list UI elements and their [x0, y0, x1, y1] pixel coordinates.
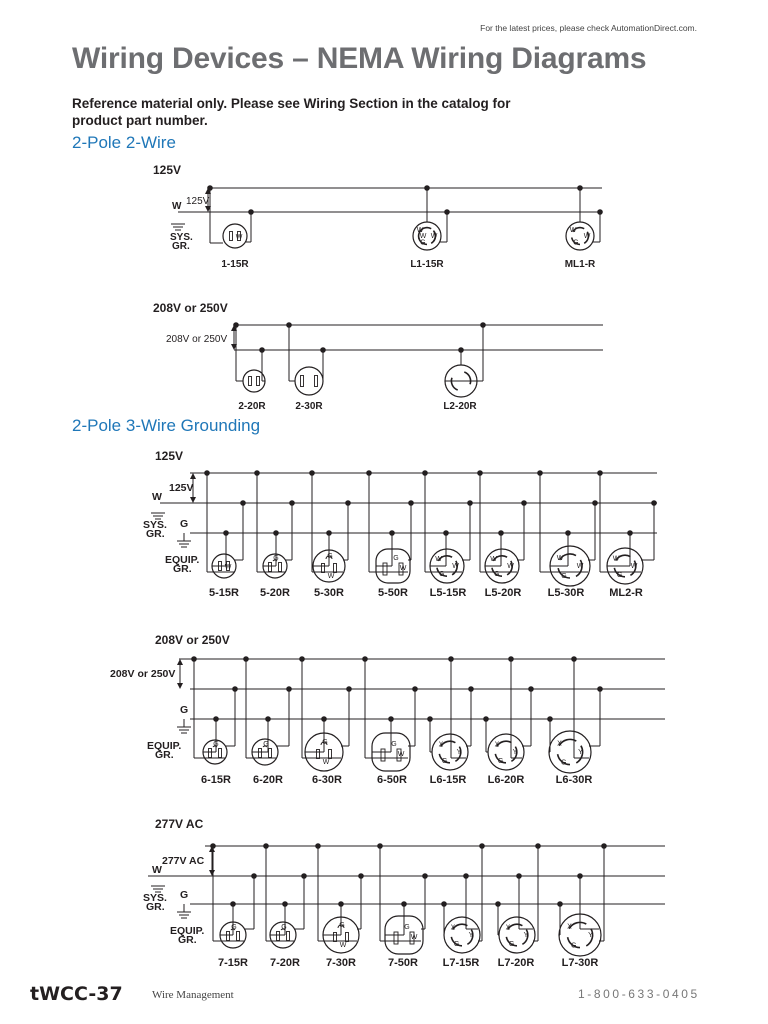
receptacle-face: [223, 224, 247, 248]
terminal-letter: Y: [468, 932, 474, 939]
left-label-w: W: [152, 491, 162, 503]
blade-slot: [279, 563, 282, 572]
receptacle-label: L5-30R: [547, 587, 585, 599]
receptacle-label: 7-20R: [270, 957, 300, 969]
terminal-letter: G: [231, 924, 237, 931]
blade-slot: [287, 932, 290, 941]
receptacle-label: L7-15R: [442, 957, 480, 969]
terminal-letter: W: [399, 565, 407, 572]
blade-slot: [230, 232, 233, 241]
ground-symbol: [177, 727, 191, 733]
receptacle-label: L7-20R: [497, 957, 535, 969]
terminal-letter: G: [420, 239, 426, 247]
terminal-letter: W: [327, 573, 335, 580]
terminal-letter: W: [410, 934, 418, 941]
receptacle-face: [444, 917, 480, 953]
receptacle-body: [549, 731, 591, 773]
receptacle-body: [488, 734, 524, 770]
terminal-letter: G: [213, 741, 219, 748]
blade-slot: [259, 749, 262, 758]
terminal-letter: G: [508, 940, 515, 948]
terminal-letter: G: [273, 555, 279, 562]
blade-slot: [315, 376, 318, 387]
blade-slot: [329, 750, 332, 759]
blade-slot: [346, 933, 349, 942]
left-label-g: G: [180, 889, 189, 901]
blade-slot: [209, 749, 212, 758]
receptacle-label: L6-30R: [555, 774, 593, 786]
ground-symbol: [171, 224, 185, 230]
left-label-w: W: [152, 864, 162, 876]
header-note: For the latest prices, please check AutomationDirect.com.: [480, 23, 697, 33]
arrow-head: [177, 659, 183, 665]
left-label-sys: SYS.: [143, 519, 167, 531]
terminal-letter: G: [561, 573, 567, 580]
receptacle-label: L1-15R: [410, 259, 444, 270]
terminal-letter: X: [450, 924, 456, 932]
terminal-letter: W: [435, 555, 442, 563]
terminal-letter: G: [573, 239, 579, 247]
section-title-2-pole-3-wire: 2-Pole 3-Wire Grounding: [72, 416, 261, 435]
terminal-letter: X: [557, 740, 562, 748]
terminal-letter: Y: [578, 749, 583, 756]
terminal-letter: W: [576, 563, 584, 570]
terminal-letter: Y: [456, 749, 462, 756]
blade-slot: [269, 563, 272, 572]
receptacle-label: L7-30R: [561, 957, 599, 969]
left-label-gr: GR.: [146, 528, 165, 540]
terminal-letter: G: [281, 924, 287, 931]
section-title-2-pole-2-wire: 2-Pole 2-Wire: [72, 133, 176, 152]
blade-slot: [322, 564, 325, 573]
receptacle-body: [295, 367, 323, 395]
blade-slot: [249, 377, 252, 386]
left-label-gr: GR.: [178, 934, 197, 946]
left-label-g: G: [180, 518, 189, 530]
arrow-voltage-label: 125V: [186, 196, 210, 207]
receptacle-label: 5-20R: [260, 587, 290, 599]
left-label-sys: SYS.: [170, 232, 193, 243]
terminal-letter: W: [416, 226, 424, 234]
blade-slot: [237, 932, 240, 941]
arrow-head: [177, 683, 183, 689]
group-250v-2wire: [153, 301, 603, 412]
footer-page-code: tWCC-37: [30, 983, 123, 1005]
page-title: Wiring Devices – NEMA Wiring Diagrams: [72, 42, 647, 75]
blade-slot: [394, 932, 398, 944]
receptacle-label: 2-30R: [295, 401, 323, 412]
receptacle-face: [295, 367, 323, 395]
receptacle-body: [444, 917, 480, 953]
group-voltage-label: 125V: [153, 163, 182, 177]
left-label-gr: GR.: [172, 241, 190, 252]
terminal-letter: Y: [523, 932, 529, 939]
terminal-letter: W: [419, 233, 427, 240]
receptacle-label: ML2-R: [609, 587, 643, 599]
group-125v-3wire: [143, 449, 657, 599]
receptacle-body: [499, 917, 535, 953]
terminal-letter: G: [327, 553, 333, 560]
receptacle-face: [566, 222, 594, 250]
terminal-letter: X: [494, 741, 500, 749]
receptacle-label: 5-30R: [314, 587, 344, 599]
left-label-gr: GR.: [173, 563, 192, 575]
terminal-letter: W: [569, 226, 577, 234]
terminal-letter: Y: [512, 749, 518, 756]
terminal-letter: W: [612, 555, 620, 563]
blade-slot: [227, 932, 230, 941]
intro-line-1: Reference material only. Please see Wiring Section in the catalog for: [72, 96, 511, 111]
terminal-letter: G: [322, 739, 328, 746]
voltage-arrow: [177, 659, 183, 689]
receptacle-label: 6-50R: [377, 774, 407, 786]
terminal-letter: G: [441, 757, 448, 765]
intro-line-2: product part number.: [72, 113, 208, 128]
terminal-letter: W: [452, 563, 459, 570]
terminal-letter: G: [391, 741, 397, 748]
left-label-equip: EQUIP.: [147, 740, 182, 752]
ground-symbol: [177, 541, 191, 547]
terminal-letter: G: [263, 741, 269, 748]
terminal-letter: W: [322, 759, 330, 766]
blade-slot: [383, 563, 387, 575]
voltage-arrow: [209, 846, 215, 876]
terminal-letter: W: [507, 563, 514, 570]
blade-slot: [277, 932, 280, 941]
receptacle-body: [432, 734, 468, 770]
terminal-letter: G: [494, 571, 500, 579]
locking-slot: [464, 372, 470, 384]
terminal-letter: G: [453, 940, 460, 948]
left-label-sys: SYS.: [143, 892, 167, 904]
locking-slot: [451, 378, 457, 390]
arrow-voltage-label: 208V or 250V: [110, 668, 176, 680]
left-label-equip: EQUIP.: [165, 554, 200, 566]
footer-phone: 1-800-633-0405: [578, 987, 700, 1001]
blade-slot: [301, 376, 304, 387]
group-voltage-label: 277V AC: [155, 817, 204, 831]
terminal-letter: X: [505, 924, 511, 932]
terminal-letter: G: [404, 924, 410, 931]
group-250v-3wire: [110, 633, 665, 786]
terminal-letter: X: [438, 741, 444, 749]
terminal-letter: Y: [588, 932, 593, 939]
terminal-letter: G: [393, 555, 399, 562]
receptacle-label: 2-20R: [238, 401, 266, 412]
receptacle-face: [413, 222, 441, 250]
blade-slot: [334, 564, 337, 573]
blade-slot: [317, 750, 320, 759]
receptacle-label: 6-20R: [253, 774, 283, 786]
left-label-g: G: [180, 704, 189, 716]
receptacle-label: 6-15R: [201, 774, 231, 786]
arrow-head: [190, 497, 196, 503]
terminal-letter: G: [616, 571, 623, 579]
receptacle-label: 7-50R: [388, 957, 418, 969]
terminal-letter: G: [570, 942, 577, 950]
arrow-voltage-label: 277V AC: [162, 855, 205, 867]
terminal-letter: G: [439, 571, 445, 579]
terminal-letter: X: [567, 923, 572, 931]
receptacle-face: [549, 731, 591, 773]
receptacle-face: [432, 734, 468, 770]
blade-slot: [219, 749, 222, 758]
terminal-letter: W: [630, 563, 638, 570]
footer-category: Wire Management: [152, 989, 234, 1001]
left-label-equip: EQUIP.: [170, 925, 205, 937]
arrow-voltage-label: 125V: [169, 482, 194, 494]
receptacle-label: 7-15R: [218, 957, 248, 969]
blade-slot: [257, 377, 260, 386]
receptacle-label: 5-15R: [209, 587, 239, 599]
left-label-gr: GR.: [146, 901, 165, 913]
receptacle-label: L5-15R: [429, 587, 467, 599]
terminal-letter: W: [490, 555, 497, 563]
arrow-voltage-label: 208V or 250V: [166, 334, 228, 345]
left-label-gr: GR.: [155, 749, 174, 761]
receptacle-label: 7-30R: [326, 957, 356, 969]
terminal-letter: W: [556, 555, 564, 562]
receptacle-face: [488, 734, 524, 770]
arrow-head: [209, 870, 215, 876]
terminal-letter: G: [560, 759, 567, 767]
receptacle-label: ML1-R: [564, 259, 596, 270]
terminal-letter: W: [339, 942, 347, 949]
terminal-letter: W: [430, 233, 438, 240]
blade-slot: [334, 933, 337, 942]
receptacle-label: L5-20R: [484, 587, 522, 599]
group-voltage-label: 208V or 250V: [153, 301, 228, 315]
group-277v-3wire: [143, 817, 665, 969]
group-voltage-label: 208V or 250V: [155, 633, 230, 647]
arrow-head: [190, 473, 196, 479]
receptacle-label: 6-30R: [312, 774, 342, 786]
group-125v-2wire: [153, 163, 603, 270]
left-label-w: W: [172, 201, 182, 212]
terminal-letter: W: [583, 233, 591, 240]
receptacle-label: L6-20R: [487, 774, 525, 786]
ground-symbol: [177, 912, 191, 918]
terminal-letter: W: [397, 751, 405, 758]
terminal-letter: W: [224, 564, 232, 571]
receptacle-label: L6-15R: [429, 774, 467, 786]
blade-slot: [381, 749, 385, 761]
terminal-letter: W: [235, 234, 243, 241]
receptacle-label: L2-20R: [443, 401, 477, 412]
terminal-letter: G: [339, 922, 345, 929]
terminal-letter: G: [497, 757, 504, 765]
group-voltage-label: 125V: [155, 449, 184, 463]
receptacle-label: 5-50R: [378, 587, 408, 599]
receptacle-face: [499, 917, 535, 953]
blade-slot: [269, 749, 272, 758]
receptacle-label: 1-15R: [221, 259, 249, 270]
